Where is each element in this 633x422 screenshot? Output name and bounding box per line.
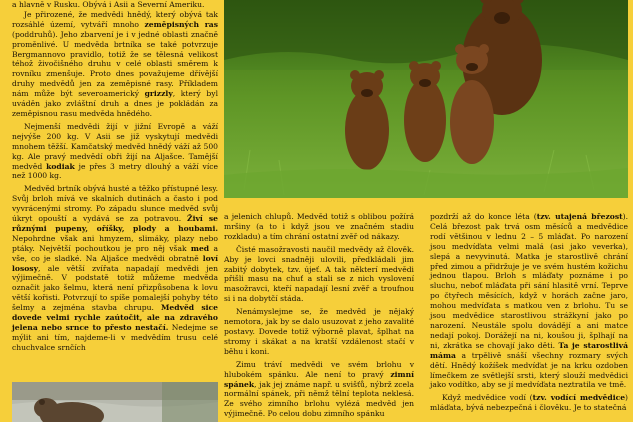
- paragraph: [224, 360, 414, 419]
- bold-term: med: [190, 243, 210, 253]
- bold-term: loví lososy: [12, 253, 218, 273]
- bold-term: tzv. vodící medvědice: [532, 393, 626, 403]
- text-run: Medvěd brtník obývá husté a těžko přístupné lesy. Svůj brloh mívá ve skalních dutinách a často i pod vyvrácenými stromy. Po západu slunce medvěd svůj úkryt opouští a vydává se za potravou.: [12, 184, 218, 224]
- bear-family-image: [224, 0, 628, 198]
- bear-family-photo: [224, 0, 628, 198]
- paragraph: a jelenich chlupů. Medvěd totiž s oblibou požírá mršiny (a to i když jsou ve značném stadiu rozkladu) a tím chrání ostatní zvěř od nákazy.: [224, 212, 414, 241]
- bold-term: zimní spánek: [224, 369, 414, 389]
- bear-cub-image: [12, 382, 218, 422]
- text-run: pozdrží až do konce léta (: [430, 212, 537, 221]
- text-run: , který byl uváděn jako zvláštní druh a dnes je pokládán za zeměpisnou rasu medvěda hnědého.: [12, 89, 218, 118]
- text-column-2: [224, 212, 414, 419]
- text-run: , ale větší zvířata napadají medvědi jen výjimečně. V podstatě totiž můžeme medvěda označit jako šelmu, která není přizpůsobena k lovu větší kořisti. Potvrzují to spíše pomalejší pohyby této šelmy a zejména stavba chrupu.: [12, 263, 218, 313]
- paragraph: a hlavně v Rusku. Obývá i Asii a Severní Ameriku.: [12, 0, 205, 9]
- text-column-1: [12, 0, 218, 353]
- text-run: a vše, co je sladké. Na Aljašce medvědi obratně: [12, 243, 218, 263]
- paragraph: Nenámyslejme se, že medvěd je nějaký nemotora, jak by se dalo usuzovat z jeho zavalité postavy. Dovede totiž výborně plavat, šplhat na stromy i skákat a na kratší vzdálenost stačí v běhu i koni.: [224, 307, 414, 356]
- text-column-3: [430, 212, 628, 413]
- text-run: Když medvědice vodí (: [442, 393, 533, 403]
- paragraph: [12, 10, 218, 119]
- bold-term: zeměpisných ras: [144, 19, 218, 29]
- text-run: Nepohrdne však ani hmyzem, slimáky, plazy nebo ptáky. Největší pochoutkou je pro něj však: [12, 233, 218, 253]
- bold-term: tzv. utajená březost: [536, 212, 623, 221]
- paragraph: [430, 393, 628, 413]
- paragraph: [12, 184, 218, 352]
- text-run: Nedejme se mýlit ani tím, najdeme-li v medvědím trusu celé chuchvalce srnčích: [12, 323, 218, 352]
- bold-term: Živí se různými pupeny, oříšky, plody a houbami.: [12, 214, 218, 233]
- bold-term: Ta je starostlivá máma: [430, 340, 628, 360]
- text-run: ) mláďata, bývá nebezpečná i člověku. Je to statečná: [430, 393, 628, 413]
- paragraph: Čisté masožravosti naučil medvědy až člověk. Aby je lovci snadněji ulovili, předkládali jim zabitý dobytek, tzv. újeť. A tak některí medvědi přišli masu na chuť a stali se z nich vyslovení masožravci, kteří napadají lesní zvěř a troufnou si i na dobytčí stáda.: [224, 244, 414, 304]
- text-run: Je přirozené, že medvědi hnědý, který obývá tak rozsáhlé území, vytváří mnoho: [12, 9, 218, 29]
- bold-term: grizzly: [144, 89, 173, 99]
- text-run: je přes 3 metry dlouhý a váží více než 1000 kg.: [12, 161, 218, 181]
- bold-term: Medvěd sice dovede velmi rychle zaútočit, ale na zdravého jelena nebo srnce to přesto nestačí.: [12, 303, 219, 332]
- bear-cub-photo: [12, 382, 218, 422]
- text-run: Zimu tráví medvědi ve svém brlohu v hlubokém spánku. Ale není to pravý: [224, 359, 414, 379]
- bold-term: kodiak: [46, 161, 75, 171]
- paragraph: [12, 122, 218, 181]
- text-run: a trpělivě snáší všechny rozmary svých dětí. Hnědý kožíšek medvíďat je na krku ozdoben límečkem ze světlejší srsti, který slouží medvědici jako vodítko, aby se jí medvíďata neztratila ve tmě.: [430, 350, 628, 390]
- text-run: , jak jej známe např. u svišťů, nýbrž zcela normální spánek, při němž tělní teplota neklesá. Ze svého zimního brlohu vylézá medvěd jen výjimečně. Po celou dobu zimního spánku: [224, 379, 414, 419]
- paragraph: [430, 212, 628, 390]
- text-run: ). Celá březost pak trvá osm měsíců a medvědice rodí většinou v lednu 2 – 5 mláďat. Po narození jsou medvíďata velmi malá (asi jako veverka), slepá a nevyvinutá. Matka je starostlivě chrání před zimou a přidržuje je ve svém hustém kožichu jednou tlapou. Brloh s mláďaty poznáme i po sluchu, neboť mláďata při sání hlasitě vrní. Teprve po čtyřech měsících, když v horách začne jaro, mohou medvíďata s matkou ven z brlohu. Tu se jsou medvědice starostlivou strážkyní jako po narození. Neustále spolu dovádějí a ani matce nedají pokoj. Dorážejí na ni, koušou ji, šplhají na ni, zkrátka se chovají jako děti.: [430, 212, 628, 350]
- text-run: (poddruhů). Jeho zbarvení je i v jedné oblasti značně proměnlivé. U medvěda brtníka se také potvrzuje Bergmannovo pravidlo, totiž že se tělesná velikost téhož živočišného druhu v celé oblasti směrem k rovníku zmenšuje. Proto dnes považujeme dřívější druhy medvědů jen za zeměpisné rasy. Příkladem nám může být severoamerický: [12, 29, 218, 99]
- text-run: Nejmenší medvědi žijí v jižní Evropě a váží nejvýše 200 kg. V Asii se již vyskytují medvědi mnohem těžší. Kamčatský medvěd hnědý váží až 500 kg. Ale pravý medvědí obři žijí na Aljašce. Tamější medvěd: [12, 121, 218, 171]
